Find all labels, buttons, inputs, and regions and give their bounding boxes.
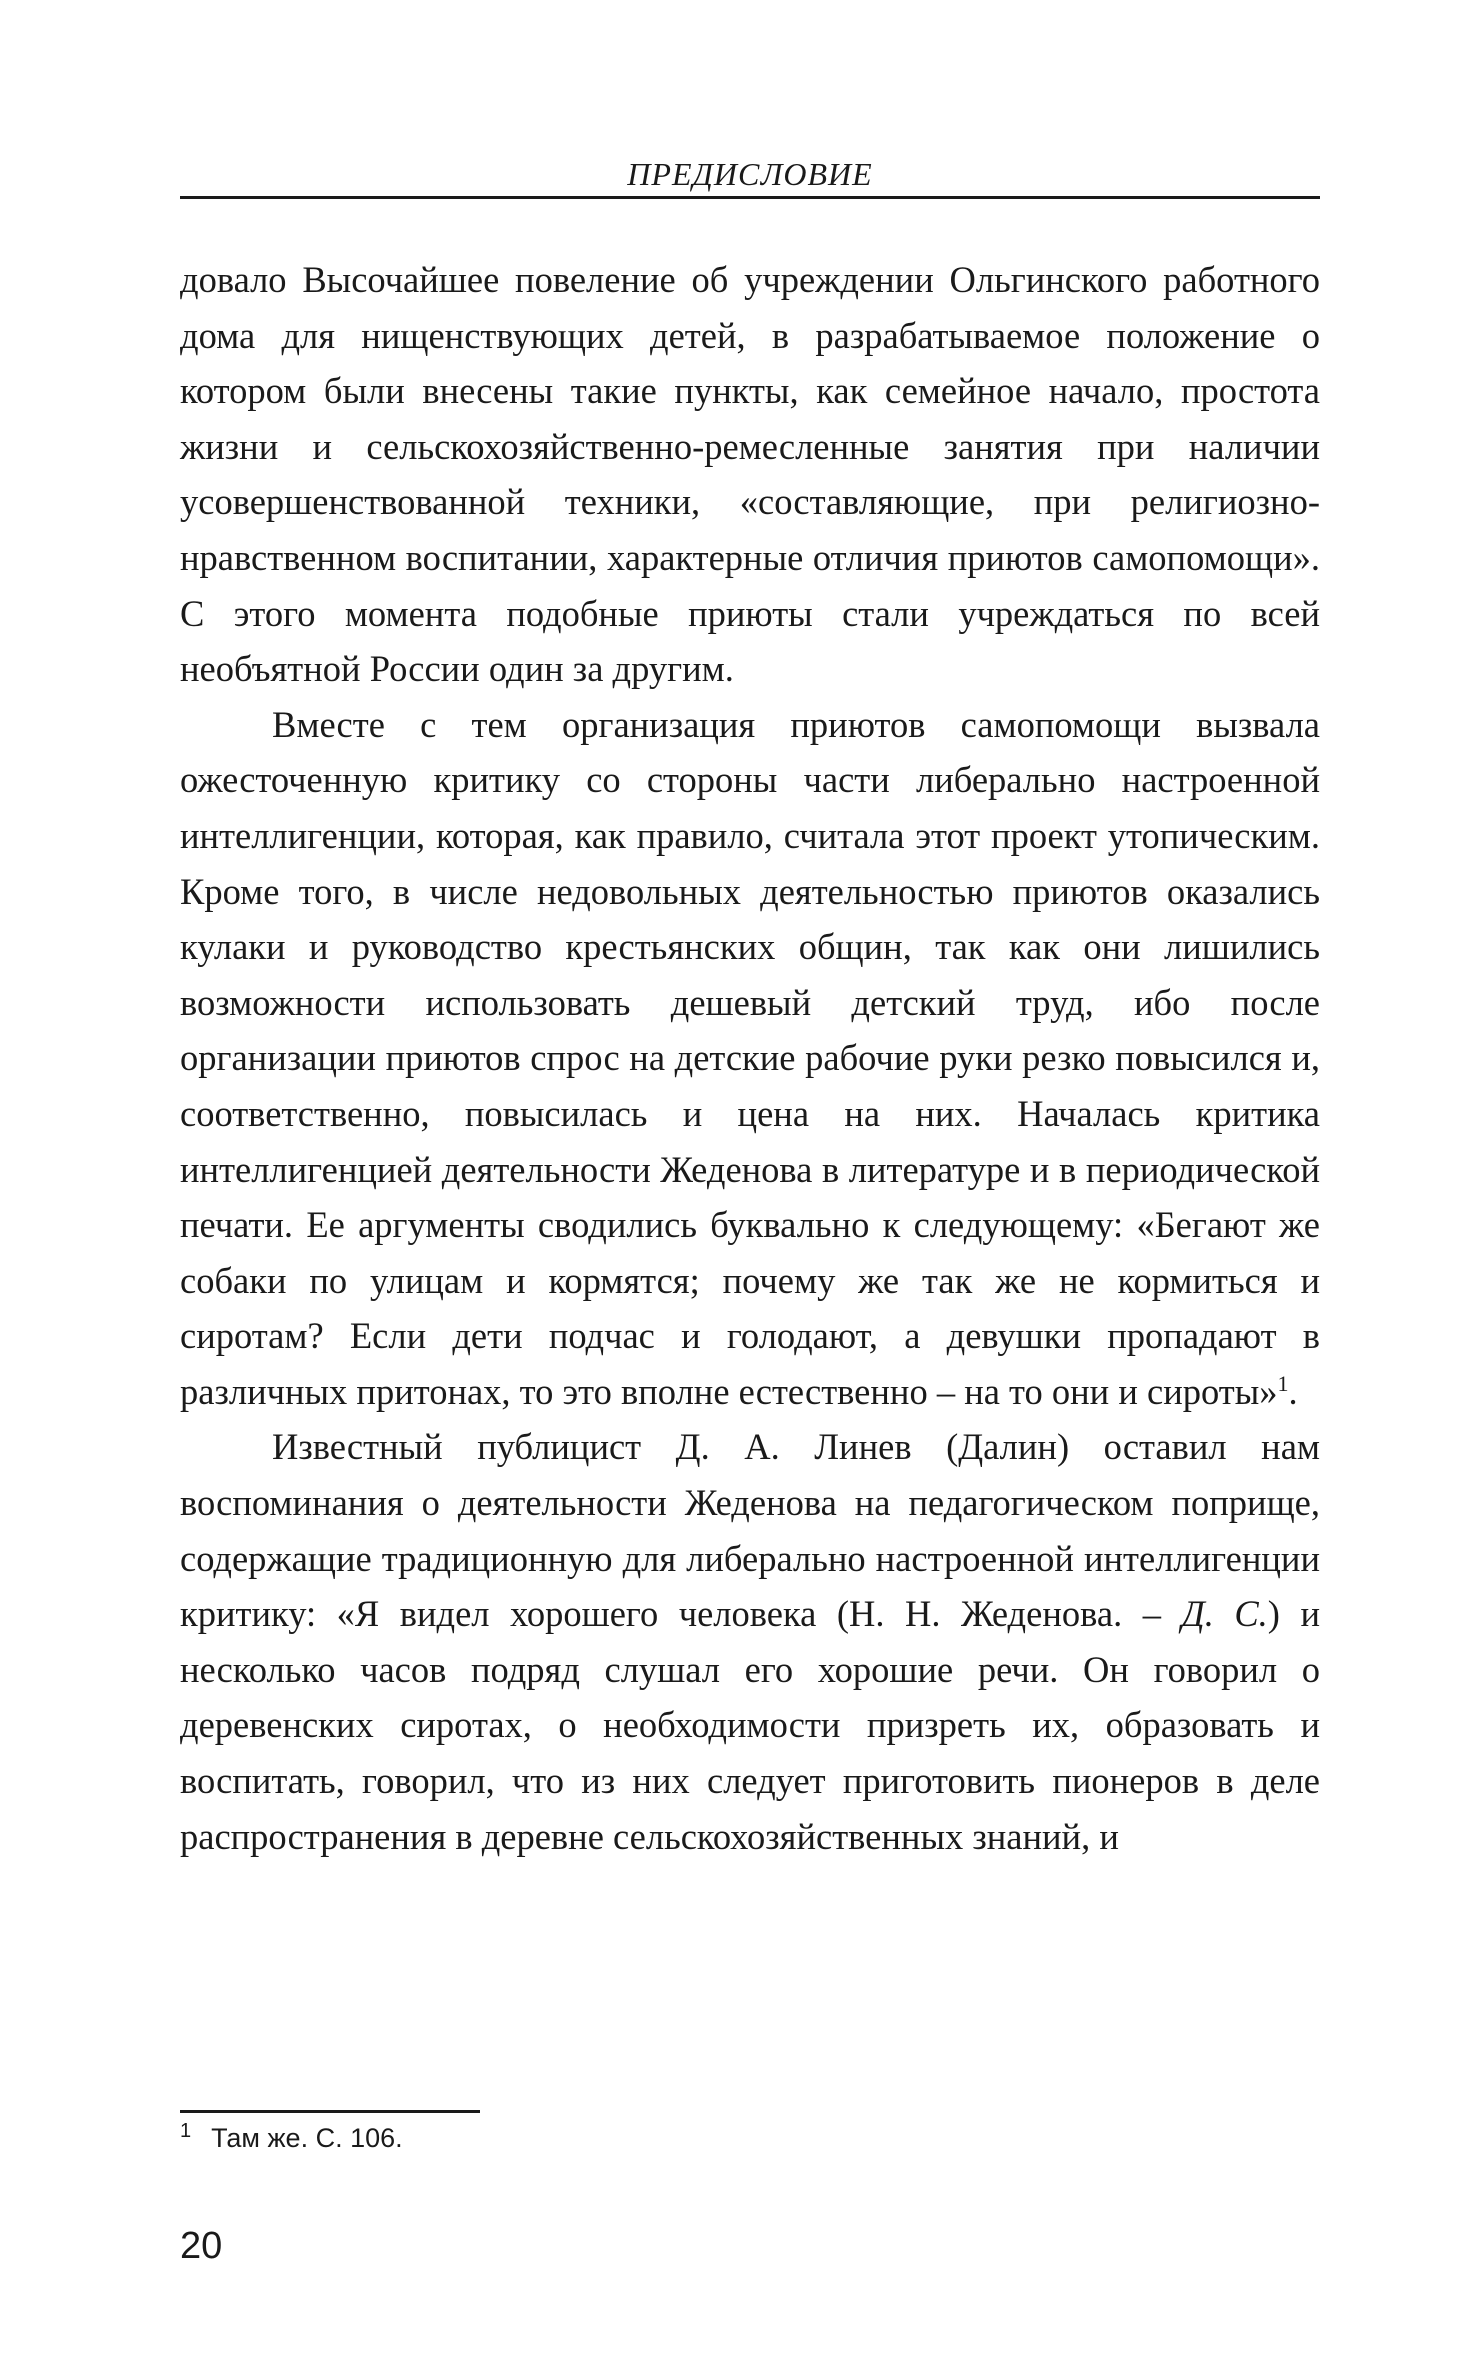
running-header [180,150,1320,199]
footnote-divider [180,2110,480,2113]
paragraph-3-text-end: ) и несколько часов подряд слушал его хорошие речи. Он говорил о деревенских сиротах, о необходимости призреть их, образовать и воспитать, говорил, что из них следует приготовить пионеров в деле распространения в деревне сельскохозяйственных знаний, и [180,1593,1320,1857]
paragraph-3-text-start: Известный публицист Д. А. Линев (Далин) оставил нам воспоминания о деятельности Жеденова на педагогическом поприще, содержащие традиционную для либерально настроенной интеллигенции критику: «Я видел хорошего человека (Н. Н. Жеденова. – [180,1426,1320,1635]
paragraph-2 [180,697,1320,1420]
page-number: 20 [180,2225,223,2267]
footnote [180,2118,1320,2158]
running-header-title: ПРЕДИСЛОВИЕ [627,156,873,192]
paragraph-2-text: Вместе с тем организация приютов самопомощи вызвала ожесточенную критику со стороны части либерально настроенной интеллигенции, которая, как правило, считала этот проект утопическим. Кроме того, в числе недовольных деятельностью приютов оказались кулаки и руководство крестьянских общин, так как они лишились возможности использовать дешевый детский труд, ибо после организации приютов спрос на детские рабочие руки резко повысился и, соответственно, повысилась и цена на них. Началась критика интеллигенцией деятельности Жеденова в литературе и в периодической печати. Ее аргументы сводились буквально к следующему: «Бегают же собаки по улицам и кормятся; почему же так же не кормиться и сиротам? Если дети подчас и голодают, а девушки пропадают в различных притонах, то это вполне естественно – на то они и сироты» [180,703,1320,1412]
footnote-number: 1 [180,2120,192,2142]
footnote-reference: 1 [1277,1370,1289,1396]
italic-initials: Д. С. [1181,1593,1268,1635]
footnote-text: Там же. С. 106. [211,2123,403,2153]
paragraph-3 [180,1419,1320,1864]
paragraph-1 [180,252,1320,697]
paragraph-1-text: довало Высочайшее повеление об учреждении Ольгинского работного дома для нищенствующих детей, в разрабатываемое положение о котором были внесены такие пункты, как семейное начало, простота жизни и сельскохозяйственно-ремесленные занятия при наличии усовершенствованной техники, «составляющие, при религиозно-нравственном воспитании, характерные отличия приютов самопомощи». С этого момента подобные приюты стали учреждаться по всей необъятной России один за другим. [180,259,1320,690]
paragraph-2-end: . [1288,1370,1298,1412]
main-text [180,252,1320,1864]
